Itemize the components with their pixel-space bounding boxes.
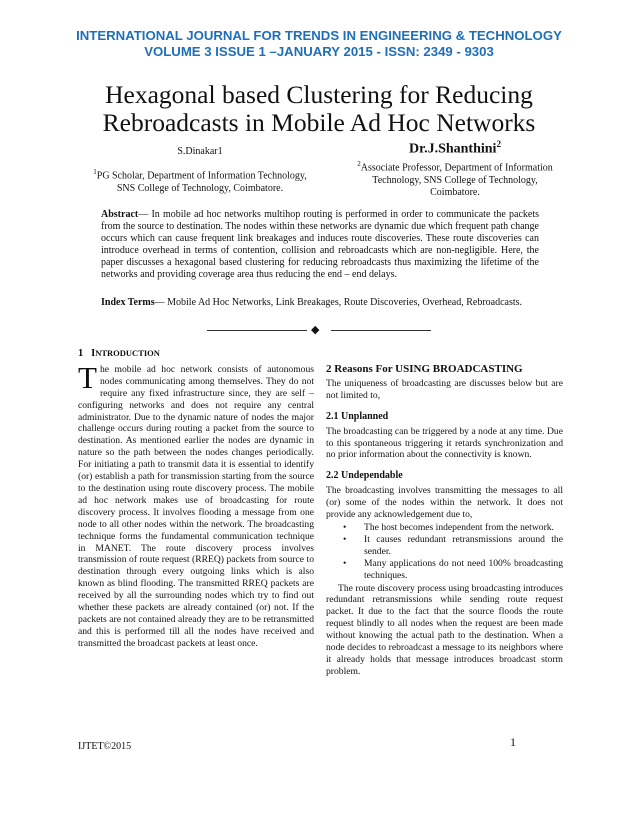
abstract-block: [101, 209, 539, 281]
author1-name: S.Dinakar1: [177, 146, 223, 157]
page-number: 1: [510, 735, 516, 749]
section1-heading-rest: NTRODUCTION: [95, 348, 160, 358]
author2-affiliation: [340, 158, 570, 200]
footer-copyright: IJTET©2015: [78, 741, 132, 752]
section1-body-text: he mobile ad hoc network consists of autonomous nodes communicating among themselves. They do not require any fixed infrastructure since, they are self – configuring networks and does not require any central administrator. Due to the dynamic nature of nodes the major challenge occurs during routing a packet from the source to destination. As mentioned earlier the nodes are dynamic in nature so the path between the nodes changes periodically. For initiating a path to transmit data it is essential to identify (or) establish a path for transmission starting from the source to the destination using route discovery process. The mobile ad hoc network makes use of broadcasting for route discovery process. It involves flooding a message from one node to all other nodes within the network. The broadcasting technique forms the fundamental communication technique in MANET. The route discovery process involves transmission of route request (RREQ) packets from source to destination through every outgoing links which is also known as blind flooding. The transmitted RREQ packets are received by all the surrounding nodes which try to find out whether these packets are already contained (or) not. If the packets are not contained already they are to be retransmitted and this is performed till all the nodes have received and transmitted the broadcast packets at least once.: [78, 363, 314, 649]
paper-title-line2: Rebroadcasts in Mobile Ad Hoc Networks: [102, 108, 536, 137]
author2-affil-line1: Associate Professor, Department of Information: [360, 162, 553, 174]
section2-column: [326, 364, 563, 678]
subsection-2-2-heading: 2.2 Undependable: [326, 470, 403, 482]
journal-header-line2: VOLUME 3 ISSUE 1 –JANUARY 2015 - ISSN: 2349 - 9303: [144, 44, 494, 59]
separator-line-right: [331, 330, 431, 331]
section1-column: [78, 348, 314, 650]
author2-name-text: Dr.J.Shanthini: [409, 141, 497, 157]
index-terms-label: Index Terms: [101, 297, 155, 308]
index-terms-dash: —: [154, 297, 168, 308]
author2-affil-line2: Technology, SNS College of Technology,: [372, 174, 538, 186]
subsection-2-1-heading: 2.1 Unplanned: [326, 410, 389, 422]
section1-body: [78, 359, 314, 650]
section1-heading: [78, 348, 314, 360]
abstract-dash: —: [138, 209, 152, 220]
journal-header-line1: INTERNATIONAL JOURNAL FOR TRENDS IN ENGINEERING & TECHNOLOGY: [76, 28, 562, 43]
bullet-item: • The host becomes independent from the network.: [364, 522, 563, 534]
author1-affil-sup: 1: [93, 168, 97, 176]
section2-intro: The uniqueness of broadcasting are discusses below but are not limited to,: [326, 377, 563, 401]
bullet-list: [326, 522, 563, 582]
subsection-2-2-text: The broadcasting involves transmitting the messages to all (or) some of the nodes within the network. It does not provide any acknowledgement due to,: [326, 485, 563, 521]
section2-closing-paragraph: The route discovery process using broadcasting introduces redundant retransmissions while sending route request packet. It due to the fact that the source floods the route request blindly to all nodes when the request are been made without knowing the actual path to the destination. When a node decides to rebroadcast a message to its neighbors where it already holds that message introduces broadcast storm problem.: [326, 582, 563, 677]
author1-affiliation: [80, 166, 320, 195]
section2-heading: 2 Reasons For USING BROADCASTING: [326, 363, 523, 375]
abstract-text: In mobile ad hoc networks multihop routing is performed in order to communicate the packets from the source to destination. The nodes within these networks are dynamic due which frequent path change occurs which can cause frequent link breakages and induces route discoveries. These route discoveries can introduce overhead in terms of contention, collision and rebroadcasts which are non-negligible. Here, the paper discusses a hexagonal based clustering for reducing rebroadcasts thus maximizing the lifetime of the networks and providing coverage area thus reducing the end – end delays.: [101, 209, 540, 280]
separator-line-left: [207, 330, 307, 331]
separator-diamond-icon: ◆: [311, 324, 320, 336]
author2-affil-line3: Coimbatore.: [430, 187, 480, 199]
author2-name: [340, 139, 570, 158]
subsection-2-1-text: The broadcasting can be triggered by a node at any time. Due to this spontaneous triggering it retards synchronization and no prior information about the connectivity is known.: [326, 425, 563, 461]
bullet-item: • It causes redundant retransmissions around the sender.: [364, 534, 563, 558]
author2-name-sup: 2: [496, 139, 501, 149]
author1-affil-line1: PG Scholar, Department of Information Technology,: [96, 170, 307, 182]
author2-affil-sup: 2: [357, 160, 361, 168]
section1-number: 1: [78, 348, 84, 359]
section1-heading-first: I: [91, 348, 96, 359]
index-terms-text: Mobile Ad Hoc Networks, Link Breakages, Route Discoveries, Overhead, Rebroadcasts.: [167, 297, 523, 308]
paper-title-line1: Hexagonal based Clustering for Reducing: [105, 80, 533, 109]
bullet-item: • Many applications do not need 100% broadcasting techniques.: [364, 558, 563, 582]
index-terms-block: [101, 297, 539, 309]
abstract-label: Abstract: [101, 209, 139, 220]
section1-dropcap: T: [78, 359, 97, 395]
author1-affil-line2: SNS College of Technology, Coimbatore.: [116, 182, 284, 194]
